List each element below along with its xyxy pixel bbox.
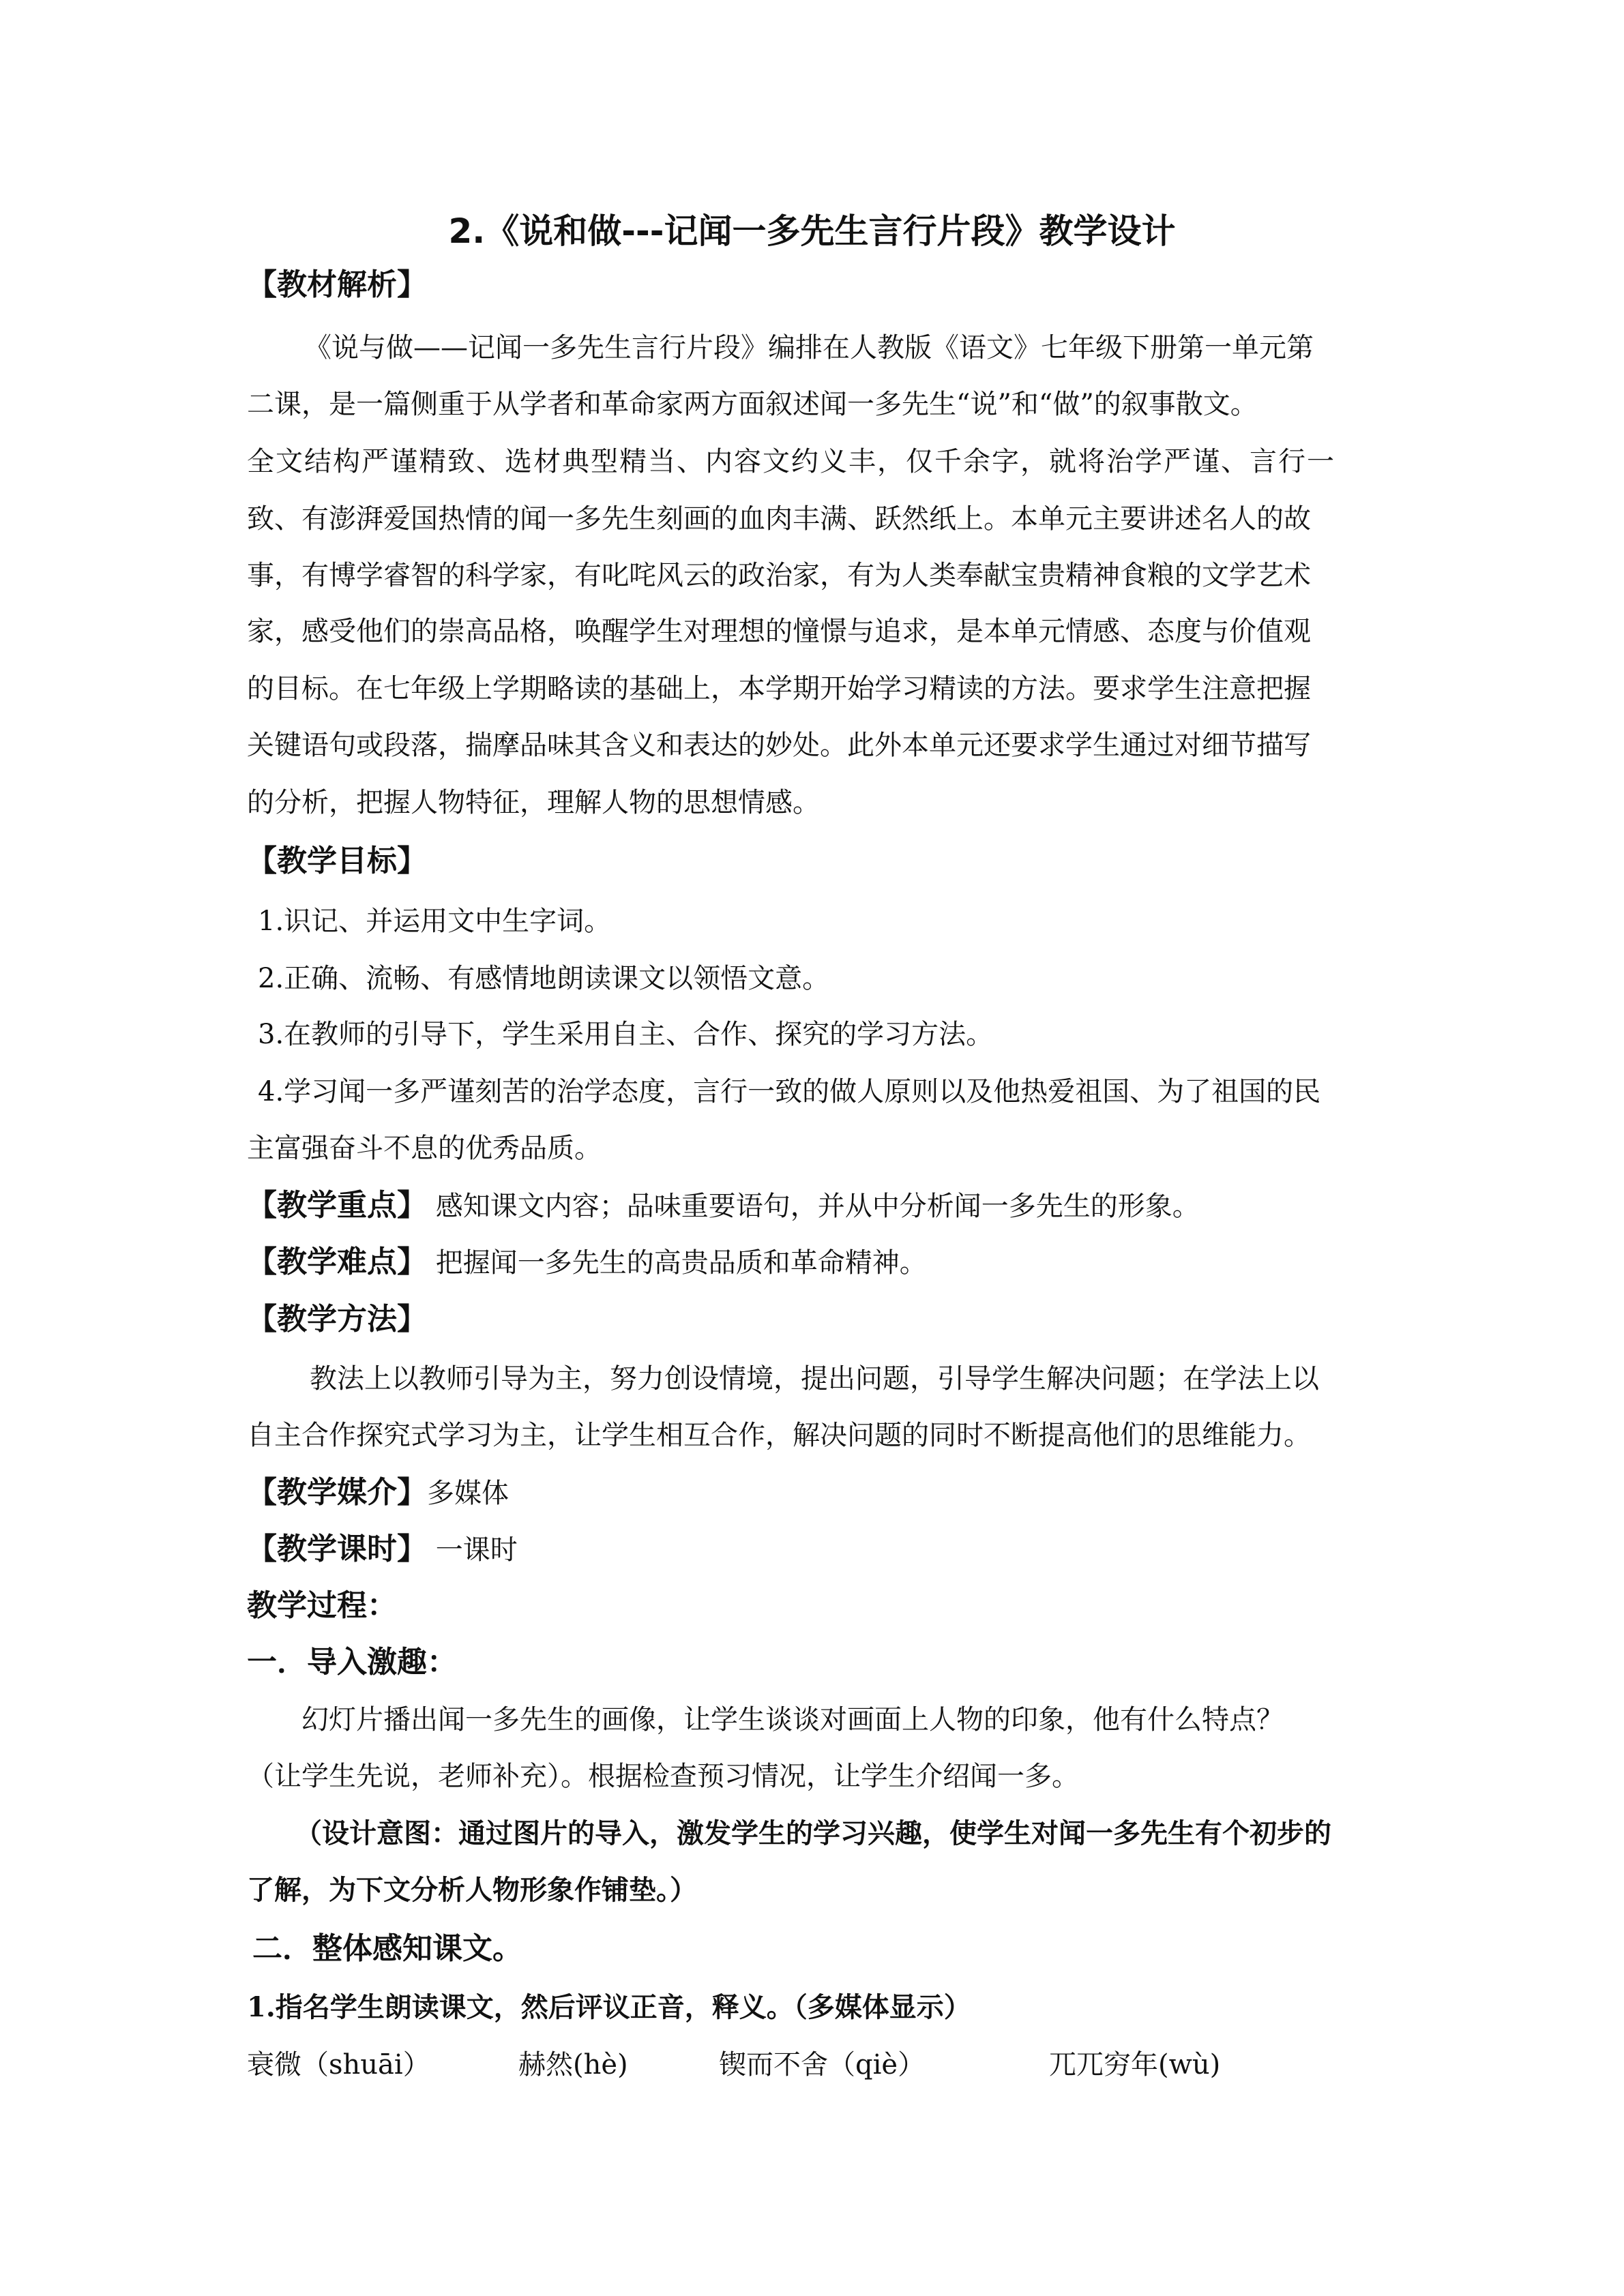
vocab-word: 赫然(hè)	[518, 2049, 628, 2081]
step2-task: 1.指名学生朗读课文，然后评议正音，释义。（多媒体显示）	[247, 1991, 971, 2023]
objective-item: 4.学习闻一多严谨刻苦的治学态度，言行一致的做人原则以及他热爱祖国、为了祖国的民	[258, 1076, 1321, 1107]
vocab-word: 锲而不舍（qiè）	[719, 2049, 926, 2081]
analysis-line: 的目标。在七年级上学期略读的基础上，本学期开始学习精读的方法。要求学生注意把握	[247, 673, 1311, 704]
methods-heading: 【教学方法】	[247, 1302, 427, 1337]
objectives-heading: 【教学目标】	[247, 844, 427, 878]
hours-text: 一课时	[435, 1534, 518, 1566]
media	[247, 1474, 509, 1511]
vocab-row	[247, 2046, 1270, 2083]
vocab-word: 兀兀穷年(wù)	[1049, 2049, 1221, 2081]
vocab-word: 衰微（shuāi）	[247, 2049, 430, 2081]
analysis-line: 的分析，把握人物特征，理解人物的思想情感。	[247, 787, 820, 818]
objective-continuation: 主富强奋斗不息的优秀品质。	[247, 1133, 602, 1164]
step1-intent: （设计意图：通过图片的导入，激发学生的学习兴趣，使学生对闻一多先生有个初步的	[295, 1817, 1331, 1849]
step1-line: （让学生先说，老师补充）。根据检查预习情况，让学生介绍闻一多。	[247, 1761, 1079, 1792]
hours-heading: 【教学课时】	[247, 1532, 427, 1566]
analysis-heading: 【教材解析】	[247, 267, 427, 302]
step1-intent: 了解，为下文分析人物形象作铺垫。）	[247, 1874, 697, 1906]
document-title: 2.《说和做---记闻一多先生言行片段》教学设计	[448, 211, 1176, 251]
difficulties-text: 把握闻一多先生的高贵品质和革命精神。	[435, 1247, 927, 1279]
media-heading: 【教学媒介】	[247, 1475, 427, 1510]
key-points-heading: 【教学重点】	[247, 1188, 427, 1223]
analysis-line: 关键语句或段落，揣摩品味其含义和表达的妙处。此外本单元还要求学生通过对细节描写	[247, 730, 1311, 761]
step1-line: 幻灯片播出闻一多先生的画像，让学生谈谈对画面上人物的印象，他有什么特点？	[301, 1704, 1284, 1735]
analysis-line: 致、有澎湃爱国热情的闻一多先生刻画的血肉丰满、跃然纸上。本单元主要讲述名人的故	[247, 503, 1311, 535]
step1-heading: 一．导入激趣：	[247, 1645, 457, 1680]
hours	[247, 1531, 518, 1568]
step2-heading: 二．整体感知课文。	[252, 1931, 522, 1966]
objective-item: 2.正确、流畅、有感情地朗读课文以领悟文意。	[258, 963, 830, 994]
analysis-line: 全文结构严谨精致、选材典型精当、内容文约义丰，仅千余字，就将治学严谨、言行一	[247, 446, 1335, 477]
objective-item: 3.在教师的引导下，学生采用自主、合作、探究的学习方法。	[258, 1019, 994, 1050]
key-points	[247, 1187, 1200, 1224]
analysis-line: 家，感受他们的崇高品格，唤醒学生对理想的憧憬与追求，是本单元情感、态度与价值观	[247, 616, 1311, 647]
analysis-line: 二课，是一篇侧重于从学者和革命家两方面叙述闻一多先生“说”和“做”的叙事散文。	[247, 389, 1258, 420]
process-heading: 教学过程：	[247, 1588, 397, 1623]
difficulties-heading: 【教学难点】	[247, 1244, 427, 1279]
difficulties	[247, 1244, 927, 1281]
media-text: 多媒体	[427, 1478, 509, 1509]
analysis-line: 《说与做——记闻一多先生言行片段》编排在人教版《语文》七年级下册第一单元第	[304, 332, 1314, 363]
key-points-text: 感知课文内容；品味重要语句，并从中分析闻一多先生的形象。	[435, 1191, 1200, 1222]
objective-item: 1.识记、并运用文中生字词。	[258, 906, 612, 937]
methods-line: 教法上以教师引导为主，努力创设情境，提出问题，引导学生解决问题；在学法上以	[310, 1363, 1319, 1395]
methods-line: 自主合作探究式学习为主，让学生相互合作，解决问题的同时不断提高他们的思维能力。	[247, 1420, 1311, 1451]
analysis-line: 事，有博学睿智的科学家，有叱咤风云的政治家，有为人类奉献宝贵精神食粮的文学艺术	[247, 560, 1311, 591]
